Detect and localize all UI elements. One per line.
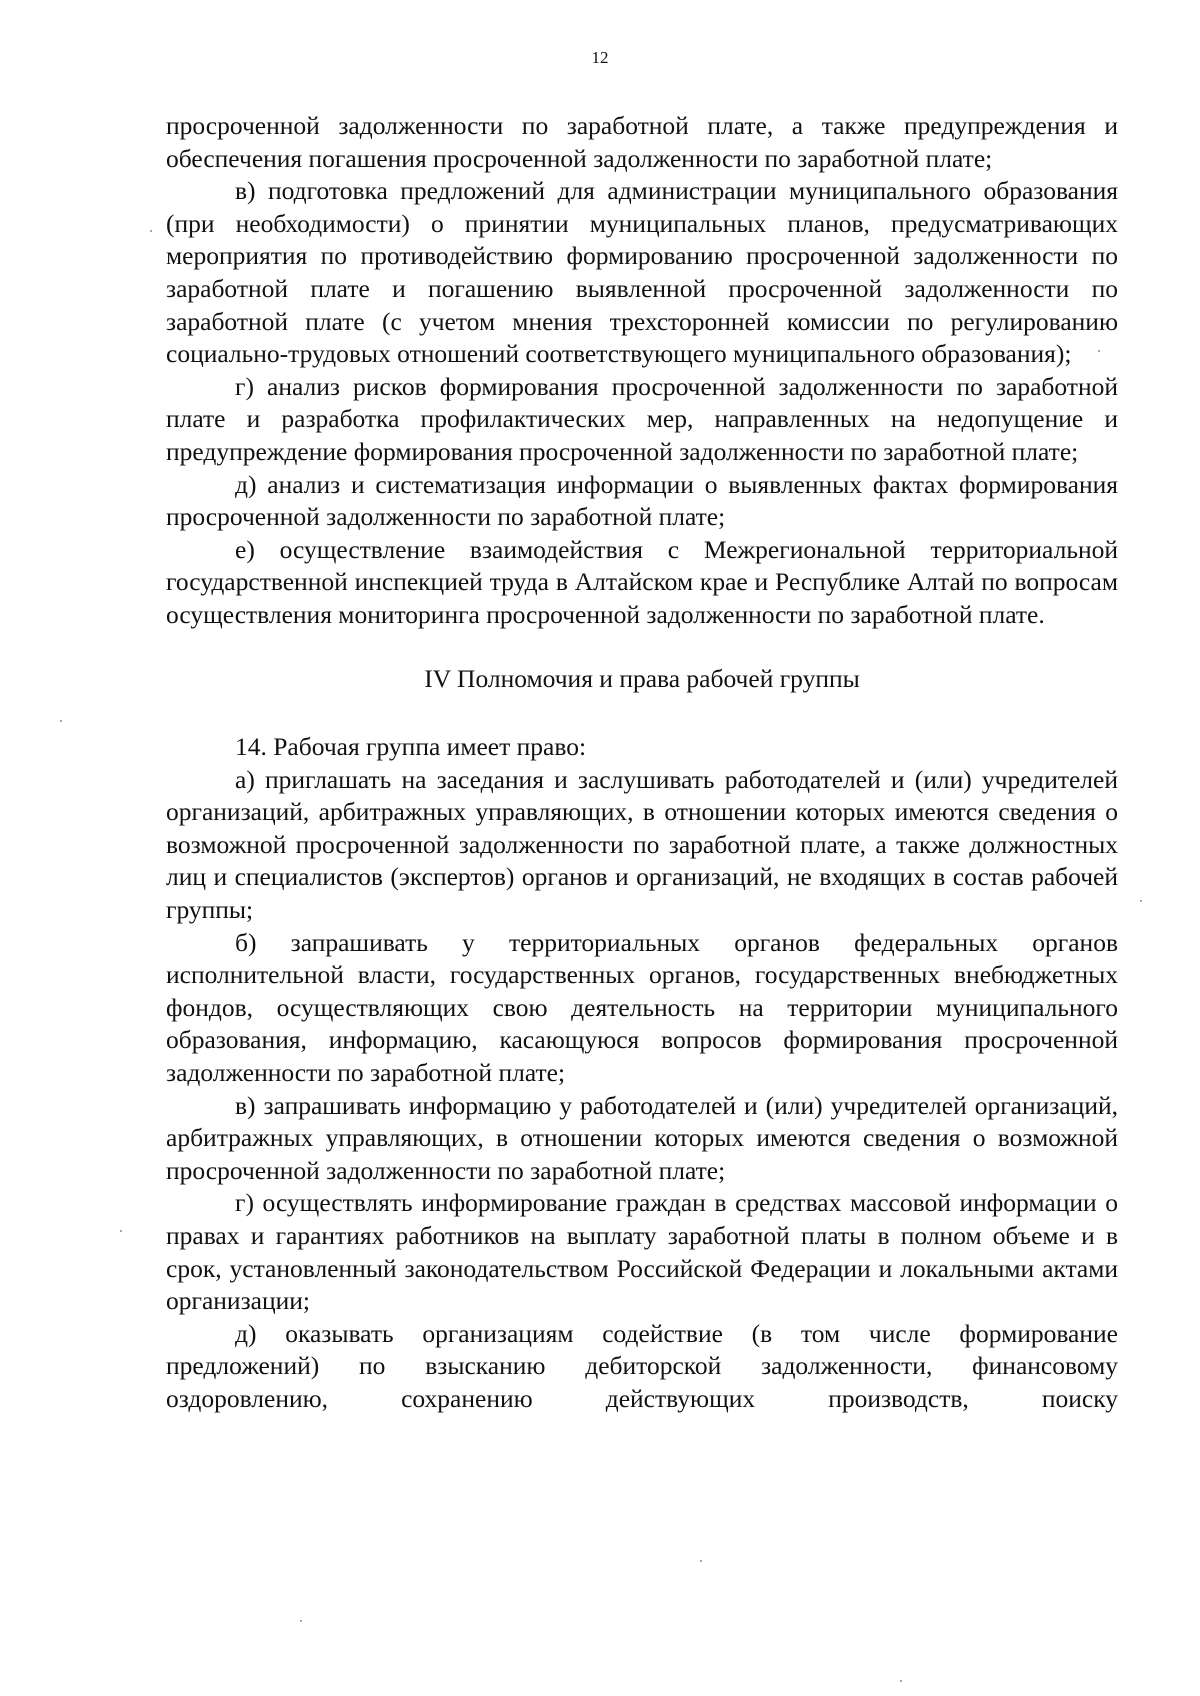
scan-speck (120, 1230, 122, 1232)
scan-speck (60, 720, 62, 722)
scan-speck (900, 1680, 902, 1682)
paragraph: просроченной задолженности по заработной плате, а также предупреждения и обеспечения погашения просроченной задолженности по заработной плате; (166, 111, 1118, 173)
page-number: 12 (591, 48, 609, 67)
paragraph-item-e: е) осуществление взаимодействия с Межрегиональной территориальной государственной инспекцией труда в Алтайском крае и Республике Алтай по вопросам осуществления мониторинга просроченной задолженности по заработной плате. (166, 534, 1118, 629)
paragraph-item-v: в) подготовка предложений для администрации муниципального образования (при необходимости) о принятии муниципальных планов, предусматривающих мероприятия по противодействию формированию просроченной задолженности по заработной плате и погашению выявленной просроченной задолженности по заработной плате (с учетом мнения трехсторонней комиссии по регулированию социально-трудовых отношений соответствующего муниципального образования); (166, 176, 1118, 369)
scan-speck (1098, 350, 1100, 352)
paragraph-item-b: б) запрашивать у территориальных органов федеральных органов исполнительной власти, государственных органов, государственных внебюджетных фондов, осуществляющих свою деятельность на территории муниципального образования, информацию, касающуюся вопросов формирования просроченной задолженности по заработной плате; (166, 927, 1118, 1088)
scan-speck (300, 1620, 302, 1622)
scan-speck (1140, 900, 1142, 902)
paragraph-clause-14: 14. Рабочая группа имеет право: (235, 732, 587, 762)
section-heading: IV Полномочия и права рабочей группы (424, 663, 860, 693)
scan-speck (150, 230, 152, 232)
paragraph-item-a: а) приглашать на заседания и заслушивать работодателей и (или) учредителей организаций, арбитражных управляющих, в отношении которых имеются сведения о возможной просроченной задолженности по заработной плате, а также должностных лиц и специалистов (экспертов) органов и организаций, не входящих в состав рабочей группы; (166, 764, 1118, 925)
paragraph-item-g: г) анализ рисков формирования просроченной задолженности по заработной плате и разработка профилактических мер, направленных на недопущение и предупреждение формирования просроченной задолженности по заработной плате; (166, 371, 1118, 466)
paragraph-item-d: д) анализ и систематизация информации о выявленных фактах формирования просроченной задолженности по заработной плате; (166, 469, 1118, 532)
scan-speck (700, 1560, 702, 1562)
paragraph-item-v2: в) запрашивать информацию у работодателей и (или) учредителей организаций, арбитражных управляющих, в отношении которых имеются сведения о возможной просроченной задолженности по заработной плате; (166, 1090, 1118, 1185)
paragraph-item-g2: г) осуществлять информирование граждан в средствах массовой информации о правах и гарантиях работников на выплату заработной платы в полном объеме и в срок, установленный законодательством Российской Федерации и локальными актами организации; (166, 1188, 1118, 1316)
document-body (166, 110, 1118, 1416)
paragraph-item-d2: д) оказывать организациям содействие (в том числе формирование предложений) по взысканию дебиторской задолженности, финансовому оздоровлению, сохранению действующих производств, поиску (166, 1318, 1118, 1413)
